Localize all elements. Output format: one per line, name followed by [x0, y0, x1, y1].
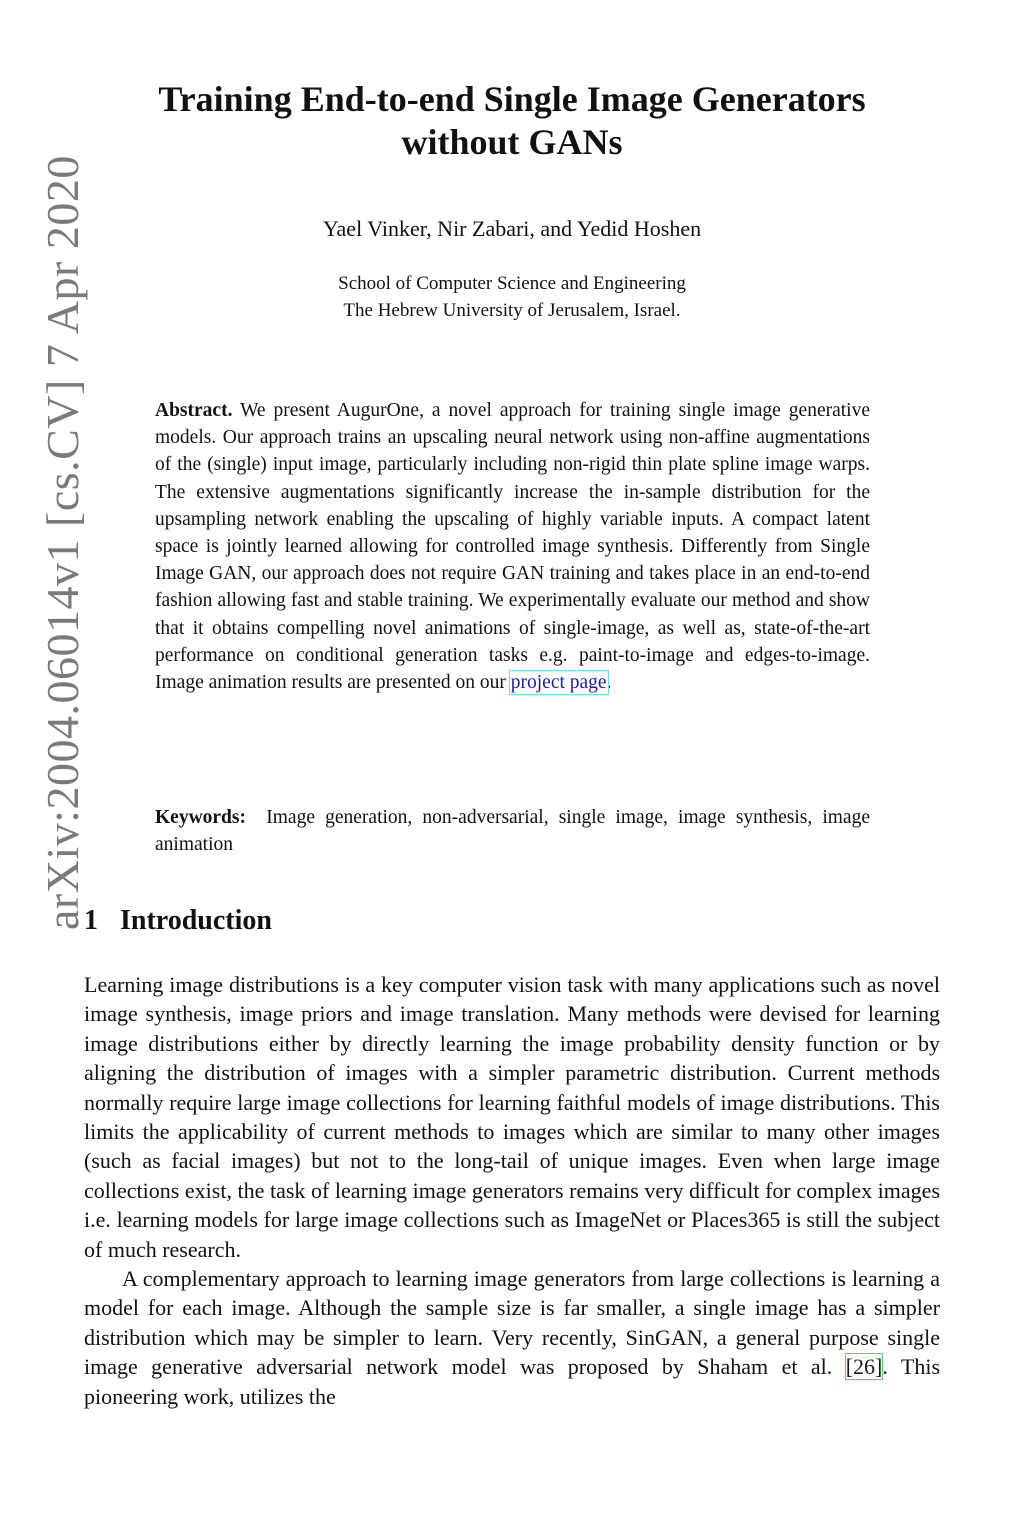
abstract	[155, 397, 870, 696]
keywords-label: Keywords:	[155, 807, 246, 828]
introduction-body	[84, 970, 940, 1411]
section-title: Introduction	[120, 905, 272, 936]
abstract-text: We present AugurOne, a novel approach for training single image generative models. Our approach trains an upscaling neural network using non-affine augmentations of the (single) input image, particularly including non-rigid thin plate spline image warps. The extensive augmentations significantly increase the in-sample distribution for the upsampling network enabling the upscaling of highly variable inputs. A compact latent space is jointly learned allowing for controlled image synthesis. Differently from Single Image GAN, our approach does not require GAN training and takes place in an end-to-end fashion allowing fast and stable training. We experimentally evaluate our method and show that it obtains compelling novel animations of single-image, as well as, state-of-the-art performance on conditional generation tasks e.g. paint-to-image and edges-to-image. Image animation results are presented on our	[155, 400, 870, 694]
intro-paragraph-2-start: A complementary approach to learning image generators from large collections is learning a model for each image. Although the sample size is far smaller, a single image has a simpler distribution which may be simpler to learn. Very recently, SinGAN, a general purpose single image generative adversarial network model was proposed by Shaham et al.	[84, 1266, 940, 1380]
affiliation-line-1: School of Computer Science and Engineering	[338, 273, 686, 294]
section-heading-introduction	[84, 905, 272, 937]
title-line-1: Training End-to-end Single Image Generators	[158, 79, 866, 119]
affiliation	[84, 270, 940, 324]
section-number: 1	[84, 905, 98, 936]
title-line-2: without GANs	[401, 122, 623, 162]
paper-title	[84, 78, 940, 164]
arxiv-identifier: arXiv:2004.06014v1 [cs.CV] 7 Apr 2020	[37, 155, 88, 930]
intro-paragraph-2	[84, 1264, 940, 1411]
citation-link[interactable]: [26]	[845, 1354, 883, 1380]
affiliation-line-2: The Hebrew University of Jerusalem, Israel.	[343, 300, 681, 321]
intro-paragraph-2-end: . This pioneering work, utilizes the	[84, 1354, 941, 1409]
abstract-label: Abstract.	[155, 400, 233, 421]
abstract-end: .	[606, 672, 612, 694]
intro-paragraph-1: Learning image distributions is a key computer vision task with many applications such as novel image synthesis, image priors and image translation. Many methods were devised for learning image distributions either by directly learning the image probability density function or by aligning the distribution of images with a simpler parametric distribution. Current methods normally require large image collections for learning faithful models of image distributions. This limits the applicability of current methods to images which are similar to many other images (such as facial images) but not to the long-tail of unique images. Even when large image collections exist, the task of learning image generators remains very difficult for complex images i.e. learning models for large image collections such as ImageNet or Places365 is still the subject of much research.	[84, 972, 940, 1262]
project-page-link[interactable]: project page	[510, 672, 607, 694]
keywords-text: Image generation, non-adversarial, single image, image synthesis, image animation	[155, 807, 870, 856]
author-list: Yael Vinker, Nir Zabari, and Yedid Hoshen	[322, 216, 702, 241]
keywords	[155, 804, 870, 858]
